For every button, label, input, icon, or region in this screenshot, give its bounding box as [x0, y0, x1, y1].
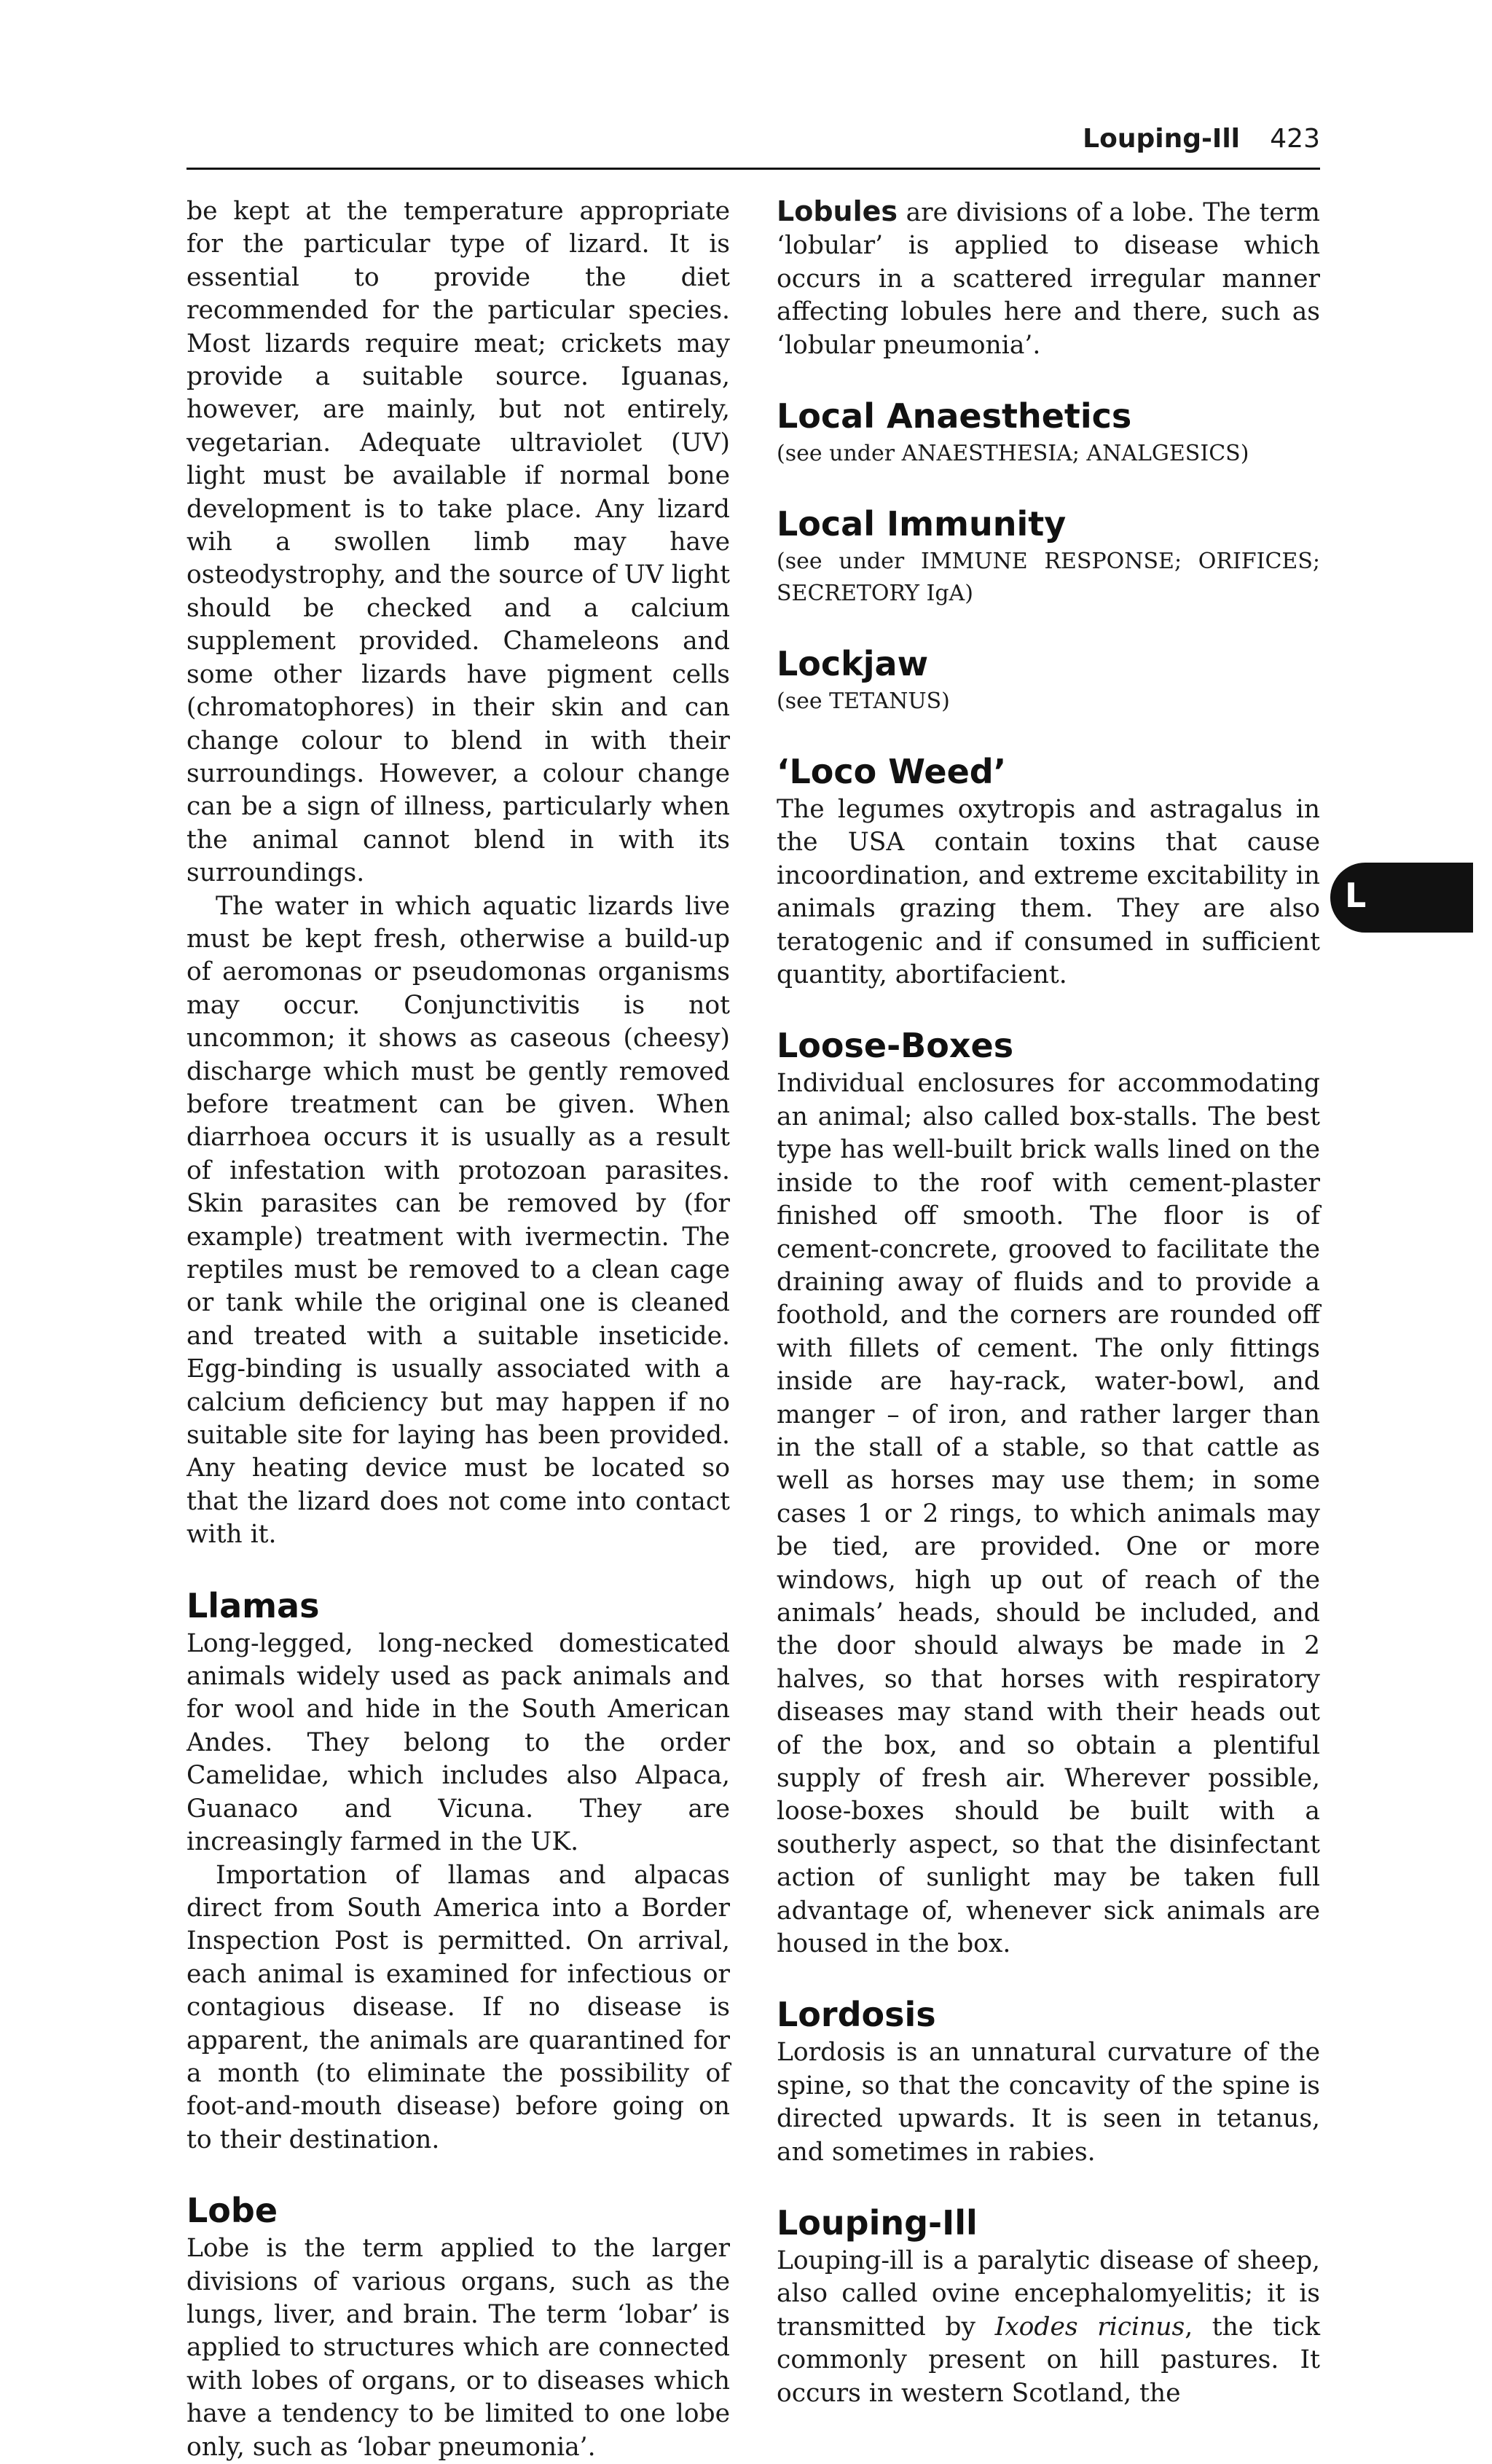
- loco-weed-paragraph: The legumes oxytropis and astragalus in the USA contain toxins that cause incoordination, and extreme excitability in animals grazing them. They are also teratogenic and if consumed in sufficient quantity, abortifacient.: [777, 795, 1320, 990]
- lobe-paragraph: Lobe is the term applied to the larger divisions of various organs, such as the lungs, liver, and brain. The term ‘lobar’ is applied to structures which are connected with lobes of organs, or to diseases which have a tendency to be limited to one lobe only, such as ‘lobar pneumonia’.: [186, 2234, 730, 2462]
- entry-heading-lockjaw: Lockjaw: [777, 644, 929, 684]
- entry-heading-local-anaesthetics: Local Anaesthetics: [777, 396, 1132, 436]
- thumb-index-letter: L: [1345, 876, 1367, 915]
- entry-heading-lobules: Lobules: [777, 195, 898, 227]
- lobules-text: are divisions of a lobe. The term ‘lobular’ is applied to disease which occurs in a scattered irregular manner affecting lobules here and there, such as ‘lobular pneumonia’.: [777, 198, 1320, 360]
- llamas-paragraph-2: Importation of llamas and alpacas direct from South America into a Border Inspection Post is permitted. On arrival, each animal is examined for infectious or contagious disease. If no disease is apparent, the animals are quarantined for a month (to eliminate the possibility of foot-and-mouth disease) before going on to their destination.: [186, 1860, 730, 2154]
- louping-ill-text-start: Louping-ill is a paralytic disease of sheep, also called ovine encephalomyelitis; it is transmitted by: [777, 2246, 1320, 2342]
- louping-ill-text-end: , the tick commonly present on hill pastures. It occurs in western Scotland, the: [777, 2312, 1320, 2408]
- loose-boxes-paragraph: Individual enclosures for accommodating an animal; also called box-stalls. The best type has well-built brick walls lined on the inside to the roof with cement-plaster finished off smooth. The floor is of cement-concrete, grooved to facilitate the draining away of fluids and to provide a foothold, and the corners are rounded off with fillets of cement. The only fittings inside are hay-rack, water-bowl, and manger – of iron, and rather larger than in the stall of a stable, so that cattle as well as horses may use them; in some cases 1 or 2 rings, to which animals may be tied, are provided. One or more windows, high up out of reach of the animals’ heads, should be included, and the door should always be made in 2 halves, so that horses with respiratory diseases may stand with their heads out of the box, and so obtain a plentiful supply of fresh air. Wherever possible, loose-boxes should be built with a southerly aspect, so that the disinfectant action of sunlight may be taken full advantage of, whenever sick animals are housed in the box.: [777, 1069, 1320, 1959]
- entry-heading-loco-weed: ‘Loco Weed’: [777, 752, 1007, 792]
- right-column: [777, 195, 1320, 2410]
- louping-ill-species-name: Ixodes ricinus: [994, 2312, 1185, 2342]
- entry-heading-llamas: Llamas: [186, 1585, 320, 1625]
- llamas-paragraph-1: Long-legged, long-necked domesticated animals widely used as pack animals and for wool and hide in the South American Andes. They belong to the order Camelidae, which includes also Alpaca, Guanaco and Vicuna. They are increasingly farmed in the UK.: [186, 1628, 730, 1857]
- entry-heading-lordosis: Lordosis: [777, 1995, 936, 2035]
- page-header: [186, 109, 1320, 170]
- lizards-continued-paragraph: be kept at the temperature appropriate for the particular type of lizard. It is essential to provide the diet recommended for the particular species. Most lizards require meat; crickets may provide a suitable source. Iguanas, however, are mainly, but not entirely, vegetarian. Adequate ultraviolet (UV) light must be available if normal bone development is to take place. Any lizard wih a swollen limb may have osteodystrophy, and the source of UV light should be checked and a calcium supplement provided. Chameleons and some other lizards have pigment cells (chromatophores) in their skin and can change colour to blend in with their surroundings. However, a colour change can be a sign of illness, particularly when the animal cannot blend in with its surroundings.: [186, 197, 730, 888]
- thumb-index-tab: [1330, 863, 1473, 933]
- aquatic-lizards-paragraph: The water in which aquatic lizards live must be kept fresh, otherwise a build-up of aeromonas or pseudomonas organisms may occur. Conjunctivitis is not uncommon; it shows as caseous (cheesy) discharge which must be gently removed before treatment can be given. When diarrhoea occurs it is usually as a result of infestation with protozoan parasites. Skin parasites can be removed by (for example) treatment with ivermectin. The reptiles must be removed to a clean cage or tank while the original one is cleaned and treated with a suitable inseticide. Egg-binding is usually associated with a calcium deficiency but may happen if no suitable site for laying has been provided. Any heating device must be located so that the lizard does not come into contact with it.: [186, 891, 730, 1550]
- lockjaw-cross-reference: (see TETANUS): [777, 688, 950, 715]
- entry-heading-louping-ill: Louping-Ill: [777, 2203, 978, 2243]
- page-number: 423: [1270, 124, 1320, 154]
- entry-heading-lobe: Lobe: [186, 2191, 278, 2231]
- running-head: Louping-Ill: [1083, 124, 1240, 154]
- local-immunity-cross-reference: (see under IMMUNE RESPONSE; ORIFICES; SECRETORY IgA): [777, 549, 1320, 607]
- louping-ill-paragraph: [777, 2245, 1320, 2410]
- local-anaesthetics-cross-reference: (see under ANAESTHESIA; ANALGESICS): [777, 441, 1249, 467]
- left-column: [186, 195, 730, 2464]
- lobules-entry: [777, 195, 1320, 362]
- entry-heading-local-immunity: Local Immunity: [777, 504, 1067, 544]
- lordosis-paragraph: Lordosis is an unnatural curvature of the spine, so that the concavity of the spine is directed upwards. It is seen in tetanus, and sometimes in rabies.: [777, 2038, 1320, 2167]
- entry-heading-loose-boxes: Loose-Boxes: [777, 1026, 1014, 1066]
